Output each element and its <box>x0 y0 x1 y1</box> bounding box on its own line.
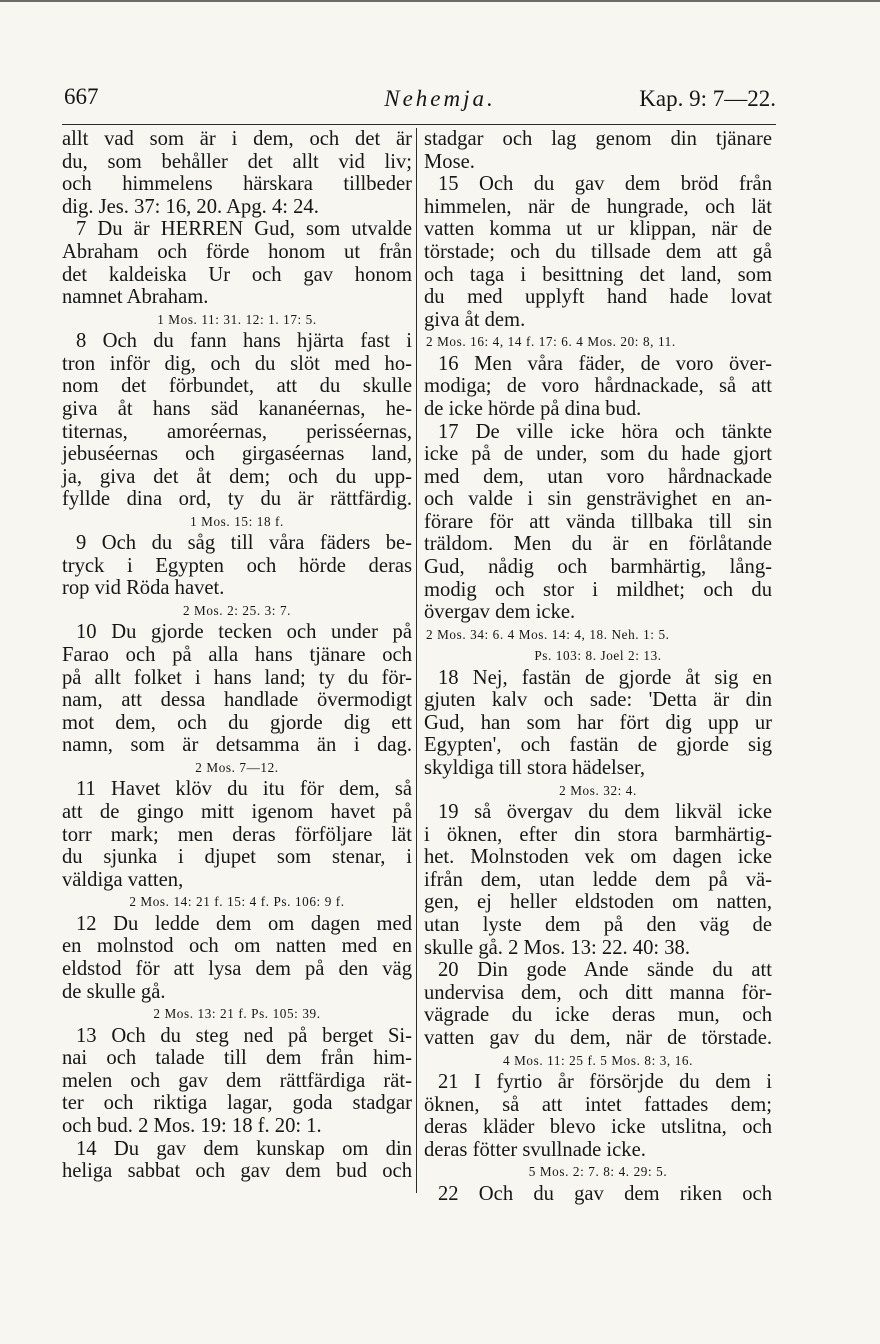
text-line: titernas, amoréernas, perisséernas, <box>62 420 412 443</box>
text-line: nai och talade till dem från him- <box>62 1047 412 1070</box>
text-line: och himmelens härskara tillbeder <box>62 173 412 196</box>
text-line: tryck i Egypten och hörde deras <box>62 554 412 577</box>
scripture-reference: 2 Mos. 2: 25. 3: 7. <box>182 603 292 619</box>
text-line: Mose. <box>424 150 475 173</box>
text-line: modiga; de voro hårdnackade, så att <box>424 375 772 398</box>
text-line: gjuten kalv och sade: 'Detta är din <box>424 689 772 712</box>
verse-start-line: 19 så övergav du dem likväl icke <box>438 801 772 823</box>
text-line: Gud, han som har fört dig upp ur <box>424 711 772 734</box>
verse-start-line: 12 Du ledde dem om dagen med <box>76 912 412 935</box>
text-line: och valde i sin gensträvighet en an- <box>424 488 772 511</box>
text-line: nom det förbundet, att du skulle <box>62 375 412 398</box>
text-line: deras fötter svullnade icke. <box>424 1138 646 1161</box>
text-line: övergav dem icke. <box>424 601 576 624</box>
scripture-reference: 2 Mos. 34: 6. 4 Mos. 14: 4, 18. Neh. 1: 5. <box>426 626 670 642</box>
text-line: öknen, så att intet fattades dem; <box>424 1093 772 1116</box>
scripture-reference: 2 Mos. 7—12. <box>195 760 279 776</box>
verse-start-line: 20 Din gode Ande sände du att <box>438 959 772 982</box>
verse-start-line: 14 Du gav dem kunskap om din <box>76 1137 412 1160</box>
text-line: undervisa dem, och ditt manna för- <box>424 981 772 1004</box>
text-line: ter och riktiga lagar, goda stadgar <box>62 1092 412 1115</box>
verse-start-line: 22 Och du gav dem riken och <box>438 1182 772 1205</box>
verse-start-line: 15 Och du gav dem bröd från <box>438 173 772 196</box>
text-line: vatten gav du dem, när de törstade. <box>424 1026 772 1049</box>
text-line: Farao och på alla hans tjänare och <box>62 644 412 667</box>
text-line: på allt folket i hans land; ty du för- <box>62 666 412 689</box>
text-line: skyldiga till stora hädelser, <box>424 757 646 780</box>
left-column <box>62 128 412 1183</box>
text-line: du med upplyft hand hade lovat <box>424 286 772 309</box>
text-line: du, som behåller det allt vid liv; <box>62 150 412 173</box>
text-line: ja, giva det åt dem; och du upp- <box>62 465 412 488</box>
text-line: deras kläder blevo icke utslitna, och <box>424 1116 772 1139</box>
text-line: gen, ej heller eldstoden om natten, <box>424 891 772 914</box>
right-column <box>424 128 772 1205</box>
text-line: giva åt dem. <box>424 308 526 331</box>
text-line: fyllde dina ord, ty du är rättfärdig. <box>62 488 412 511</box>
scripture-reference: 4 Mos. 11: 25 f. 5 Mos. 8: 3, 16. <box>502 1052 694 1068</box>
verse-start-line: 21 I fyrtio år försörjde du dem i <box>438 1070 772 1093</box>
column-divider <box>416 128 417 1193</box>
scripture-reference: Ps. 103: 8. Joel 2: 13. <box>534 648 662 664</box>
scripture-reference: 2 Mos. 32: 4. <box>559 782 637 798</box>
text-line: och taga i besittning det land, som <box>424 263 772 286</box>
text-line: dig. Jes. 37: 16, 20. Apg. 4: 24. <box>62 195 319 218</box>
scripture-reference: 2 Mos. 14: 21 f. 15: 4 f. Ps. 106: 9 f. <box>129 894 345 910</box>
text-line: jebuséernas och girgaséernas land, <box>62 443 412 466</box>
text-line: de skulle gå. <box>62 980 166 1003</box>
text-line: giva åt hans säd kananéernas, he- <box>62 397 412 420</box>
running-header <box>0 84 880 124</box>
text-line: allt vad som är i dem, och det är <box>62 128 412 150</box>
text-line: ifrån dem, utan ledde dem på vä- <box>424 868 772 891</box>
text-line: stadgar och lag genom din tjänare <box>424 128 772 150</box>
text-line: en molnstod och om natten med en <box>62 935 412 958</box>
text-line: himmelen, när de hungrade, och lät <box>424 195 772 218</box>
text-line: melen och gav dem rättfärdiga rät- <box>62 1069 412 1092</box>
text-line: icke på de under, som du hade gjort <box>424 443 772 466</box>
text-line: eldstod för att lysa dem på den väg <box>62 957 412 980</box>
book-title: Nehemja. <box>384 86 496 111</box>
text-line: att de gingo mitt igenom havet på <box>62 801 412 823</box>
text-line: mot dem, och du gjorde dig ett <box>62 711 412 734</box>
text-line: utan lyste dem på den väg de <box>424 913 772 936</box>
verse-start-line: 11 Havet klöv du itu för dem, så <box>76 778 412 801</box>
text-line: förare för att vända tillbaka till sin <box>424 510 772 533</box>
page-number: 667 <box>64 84 99 109</box>
text-line: skulle gå. 2 Mos. 13: 22. 40: 38. <box>424 936 690 959</box>
header-rule <box>62 124 776 125</box>
text-line: vägrade du icke deras mun, och <box>424 1004 772 1027</box>
text-line: nam, att dessa handlade övermodigt <box>62 689 412 712</box>
text-line: med dem, utan voro hårdnackade <box>424 465 772 488</box>
verse-start-line: 16 Men våra fäder, de voro över- <box>438 352 772 375</box>
text-line: rop vid Röda havet. <box>62 577 225 600</box>
verse-start-line: 10 Du gjorde tecken och under på <box>76 621 412 644</box>
text-line: träldom. Men du är en förlåtande <box>424 533 772 556</box>
verse-start-line: 9 Och du såg till våra fäders be- <box>76 532 412 555</box>
text-line: du sjunka i djupet som stenar, i <box>62 846 412 869</box>
text-line: Abraham och förde honom ut från <box>62 240 412 263</box>
text-line: de icke hörde på dina bud. <box>424 397 642 420</box>
verse-start-line: 8 Och du fann hans hjärta fast i <box>76 330 412 353</box>
scripture-reference: 2 Mos. 16: 4, 14 f. 17: 6. 4 Mos. 20: 8, 11. <box>426 334 676 350</box>
text-line: och bud. 2 Mos. 19: 18 f. 20: 1. <box>62 1114 322 1137</box>
text-line: det kaldeiska Ur och gav honom <box>62 263 412 286</box>
text-line: i öknen, efter din stora barmhärtig- <box>424 823 772 846</box>
verse-start-line: 18 Nej, fastän de gjorde åt sig en <box>438 666 772 689</box>
verse-start-line: 7 Du är HERREN Gud, som utvalde <box>76 218 412 241</box>
text-line: modig och stor i mildhet; och du <box>424 578 772 601</box>
text-line: Gud, nådig och barmhärtig, lång- <box>424 556 772 579</box>
text-line: tron inför dig, och du slöt med ho- <box>62 352 412 375</box>
scripture-reference: 2 Mos. 13: 21 f. Ps. 105: 39. <box>153 1006 321 1022</box>
text-line: het. Molnstoden vek om dagen icke <box>424 846 772 869</box>
scripture-reference: 1 Mos. 11: 31. 12: 1. 17: 5. <box>157 311 317 327</box>
page-top-edge <box>0 0 880 2</box>
verse-start-line: 13 Och du steg ned på berget Si- <box>76 1024 412 1047</box>
text-line: vatten komma ut ur klippan, när de <box>424 218 772 241</box>
chapter-range: Kap. 9: 7—22. <box>639 86 776 111</box>
text-line: Egypten', och fastän de gjorde sig <box>424 734 772 757</box>
text-line: namn, som är detsamma än i dag. <box>62 734 412 757</box>
text-line: väldiga vatten, <box>62 868 184 891</box>
text-line: heliga sabbat och gav dem bud och <box>62 1160 412 1183</box>
text-line: namnet Abraham. <box>62 286 209 309</box>
text-line: torr mark; men deras förföljare lät <box>62 823 412 846</box>
text-line: törstade; och du tillsade dem att gå <box>424 240 772 263</box>
scripture-reference: 5 Mos. 2: 7. 8: 4. 29: 5. <box>528 1164 668 1180</box>
verse-start-line: 17 De ville icke höra och tänkte <box>438 420 772 443</box>
scripture-reference: 1 Mos. 15: 18 f. <box>190 513 284 529</box>
